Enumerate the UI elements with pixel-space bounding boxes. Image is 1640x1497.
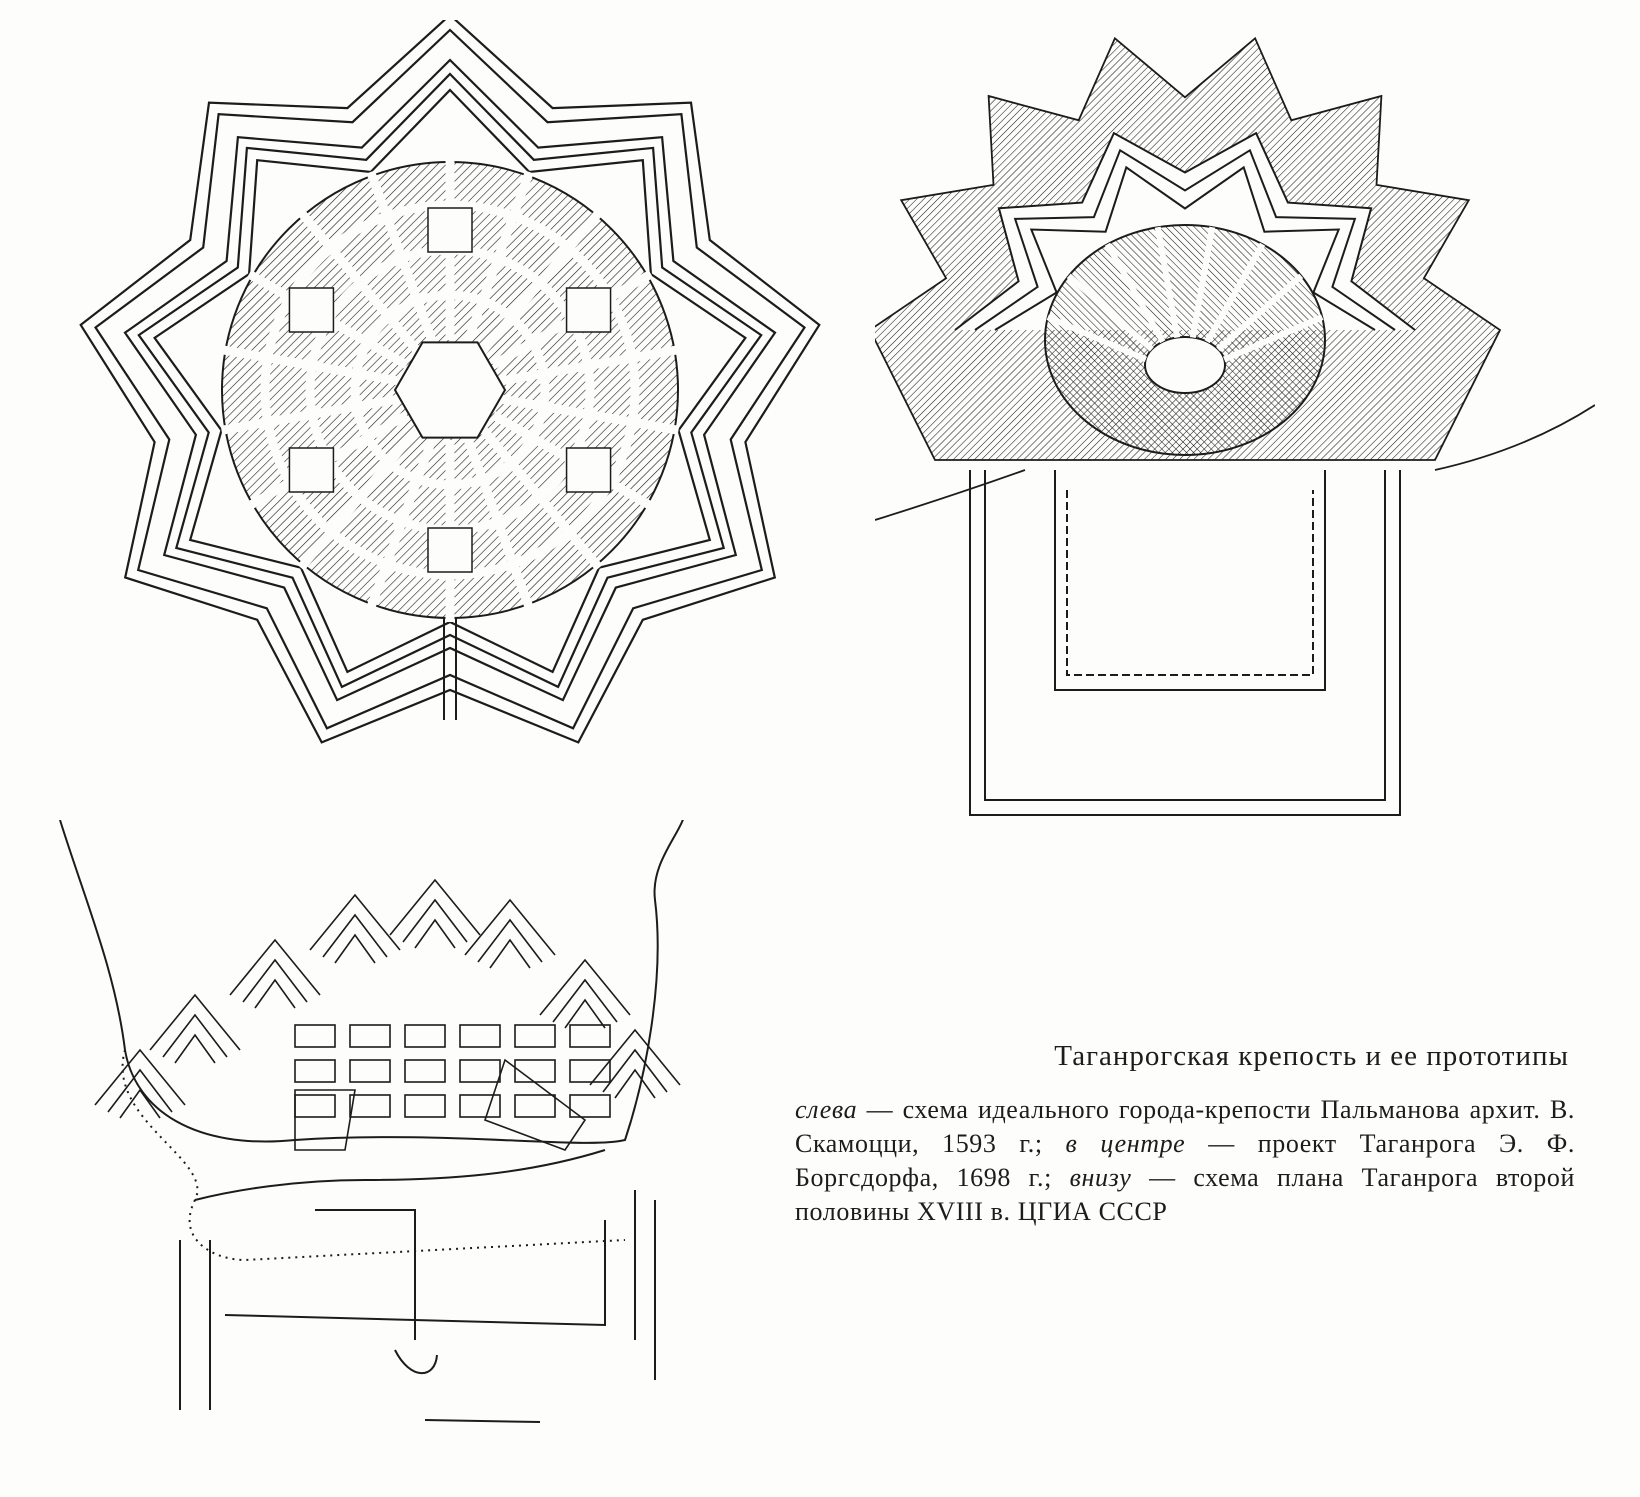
tag-town-block — [295, 1095, 335, 1117]
tag-harbour-east-pier — [635, 1190, 655, 1380]
palmanova-plan — [30, 20, 860, 790]
palma-secondary-square — [567, 448, 611, 492]
caption-title: Таганрогская крепость и ее прототипы — [1054, 1040, 1569, 1072]
tag-town-block — [405, 1095, 445, 1117]
caption-text-left: — схема идеального города-крепости Пальманова архит. В. Скамоцци, 1593 г.; — [795, 1095, 1575, 1158]
borgsdorf-project-plan — [875, 0, 1595, 860]
palmanova-drawing — [30, 20, 860, 790]
tag-bastion — [590, 1030, 680, 1085]
tag-town-block — [295, 1060, 335, 1082]
tag-town-block — [350, 1095, 390, 1117]
tag-bastion-core — [415, 920, 455, 948]
tag-town-block — [350, 1060, 390, 1082]
tag-town-block — [570, 1025, 610, 1047]
taganrog-18c-plan — [45, 820, 725, 1490]
tag-bastion-core — [255, 980, 295, 1008]
caption-label-left: слева — [795, 1095, 858, 1124]
tag-town-block — [405, 1060, 445, 1082]
tag-shore-edge — [195, 1150, 605, 1200]
tag-bastion — [540, 960, 630, 1015]
tag-bastion-core — [615, 1070, 655, 1098]
tag-town-block — [515, 1025, 555, 1047]
palma-secondary-square — [289, 288, 333, 332]
tag-town-block — [460, 1025, 500, 1047]
tag-town-block — [460, 1060, 500, 1082]
borg-harbour-mole — [1067, 490, 1313, 675]
tag-town-block — [405, 1025, 445, 1047]
caption-label-center: в центре — [1065, 1129, 1186, 1158]
tag-bastion — [310, 895, 400, 950]
tag-bastion-core — [175, 1035, 215, 1063]
figure-caption — [795, 1040, 1575, 1229]
caption-body — [795, 1093, 1575, 1229]
borgsdorf-drawing — [875, 0, 1595, 860]
tag-bastion — [390, 880, 480, 935]
taganrog-drawing — [45, 820, 725, 1490]
tag-bastion-core — [490, 940, 530, 968]
tag-harbour-pier — [180, 1240, 210, 1410]
borg-harbour-outer — [970, 470, 1400, 815]
caption-text-center: — проект Таганрога Э. Ф. Боргсдорфа, 1698 г.; — [795, 1129, 1575, 1192]
tag-town-block — [570, 1060, 610, 1082]
tag-town-square — [295, 1090, 355, 1150]
borg-harbour-inner — [1055, 470, 1325, 690]
caption-text-bottom: — схема плана Таганрога второй половины XVIII в. ЦГИА СССР — [795, 1163, 1575, 1226]
tag-bastion-core — [565, 1000, 605, 1028]
palma-secondary-square — [428, 208, 472, 252]
tag-town-block — [515, 1095, 555, 1117]
caption-label-bottom: внизу — [1069, 1163, 1132, 1192]
borg-central-square — [1145, 337, 1225, 393]
tag-bastion — [95, 1050, 185, 1105]
tag-town-block — [295, 1025, 335, 1047]
tag-town-block — [350, 1025, 390, 1047]
palma-secondary-square — [567, 288, 611, 332]
tag-harbour-breakwater — [425, 1420, 540, 1422]
tag-bastion — [150, 995, 240, 1050]
tag-harbour-entrance — [395, 1350, 437, 1373]
tag-bastion — [230, 940, 320, 995]
tag-bastion — [465, 900, 555, 955]
tag-town-block — [460, 1095, 500, 1117]
palma-secondary-square — [428, 528, 472, 572]
tag-bastion-core — [335, 935, 375, 963]
palma-secondary-square — [289, 448, 333, 492]
